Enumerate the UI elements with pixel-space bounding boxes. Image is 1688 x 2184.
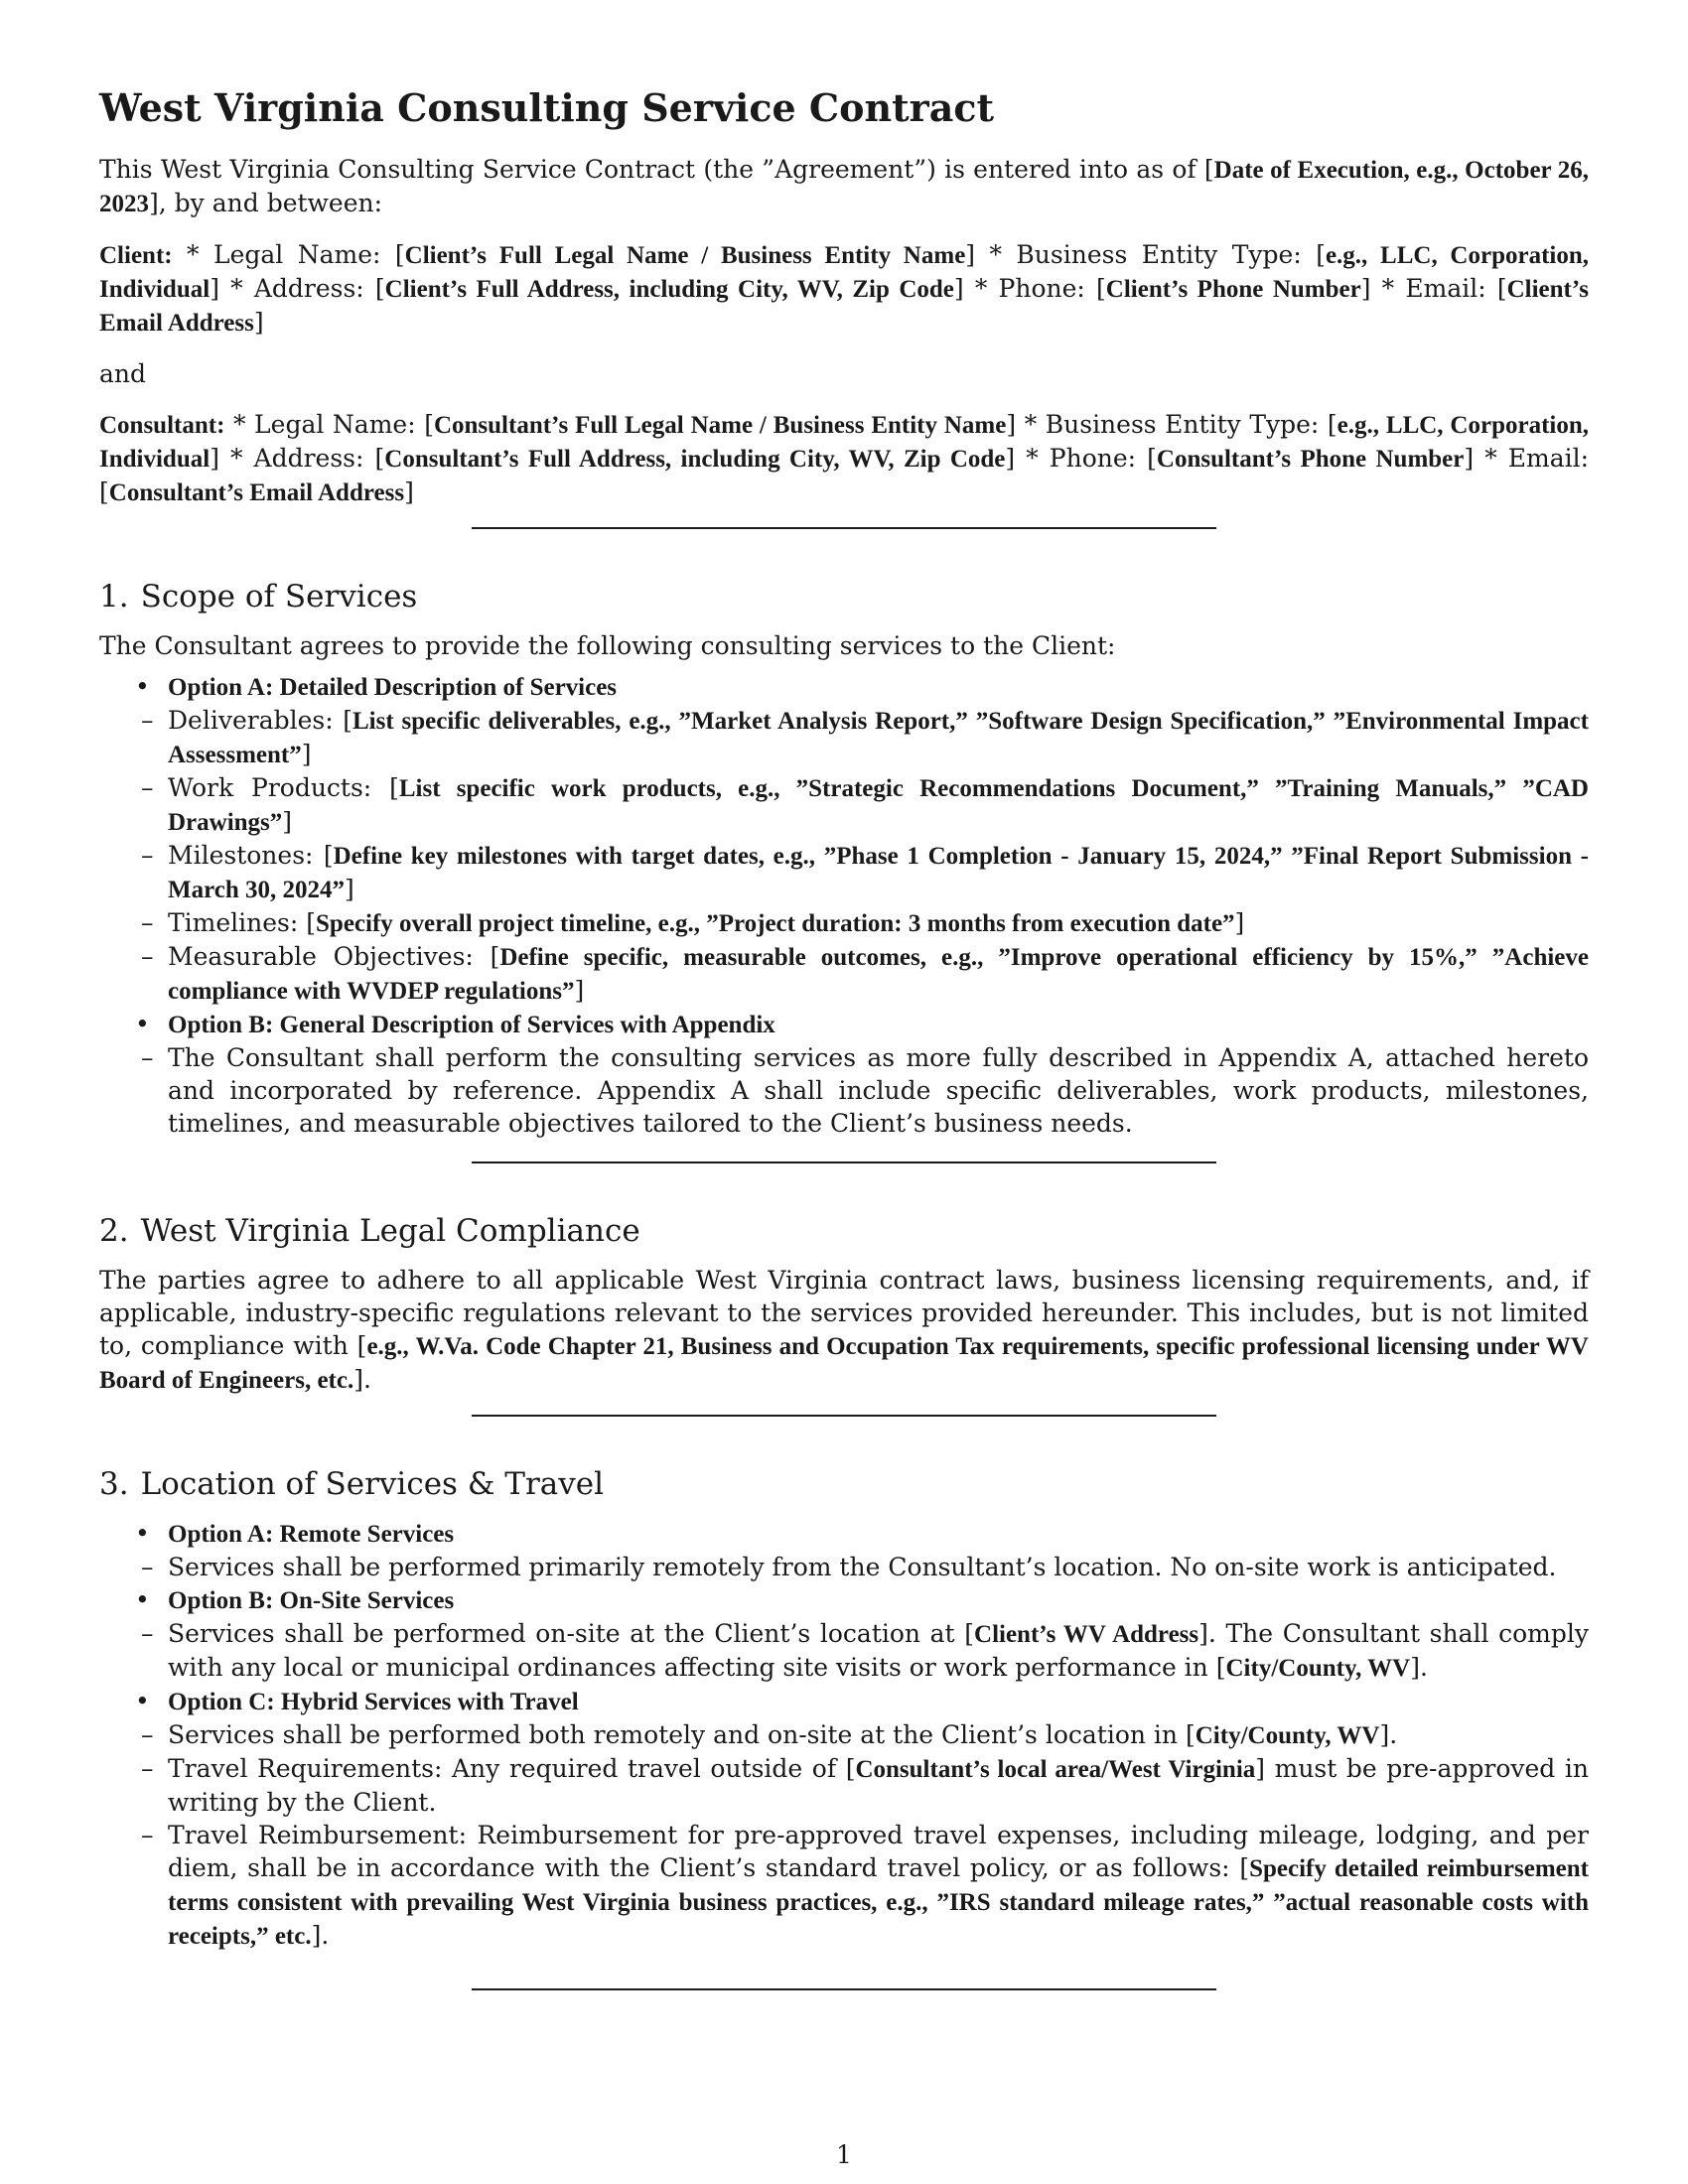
dash-icon: – xyxy=(141,772,154,802)
list-item: – Deliverables: [List specific deliverables, e.g., ”Market Analysis Report,” ”Software Design Specification,” ”Environmental Impact Assessment”] xyxy=(141,705,1589,768)
consultant-address: Consultant’s Full Address, including City, WV, Zip Code xyxy=(384,445,1006,473)
section-1-intro: The Consultant agrees to provide the following consulting services to the Client: xyxy=(99,630,1116,660)
dash-icon: – xyxy=(141,840,154,870)
consultant-phone: Consultant’s Phone Number xyxy=(1156,445,1465,473)
option-label: Option B: On-Site Services xyxy=(168,1587,455,1615)
city-county-placeholder: City/County, WV xyxy=(1195,1722,1380,1750)
compliance-placeholder: e.g., W.Va. Code Chapter 21, Business and Occupation Tax requirements, specific professional licensing under WV Board of Engineers, etc. xyxy=(99,1332,1589,1394)
section-2-heading: 2. West Virginia Legal Compliance xyxy=(99,1212,640,1249)
bullet-icon: • xyxy=(135,1687,150,1716)
consultant-email: Consultant’s Email Address xyxy=(108,478,405,506)
client-legal-name: Client’s Full Legal Name / Business Entity Name xyxy=(404,241,966,269)
section-1-heading: 1. Scope of Services xyxy=(99,578,418,614)
deliverables-placeholder: List specific deliverables, e.g., ”Market Analysis Report,” ”Software Design Specification,” ”Environmental Impact Assessment” xyxy=(168,707,1589,768)
consultant-block: Consultant: * Legal Name: [Consultant’s Full Legal Name / Business Entity Name] * Business Entity Type: [e.g., LLC, Corporation, Individual] * Address: [Consultant’s Full Address, including City, WV, Zip Code] * Phone: [Consultant’s Phone Number] * Email: [Consultant’s Email Address] xyxy=(99,409,1590,506)
list-item: – Timelines: [Specify overall project timeline, e.g., ”Project duration: 3 months from execution date”] xyxy=(141,907,1245,937)
section-2-text: The parties agree to adhere to all applicable West Virginia contract laws, business licensing requirements, and, if applicable, industry-specific regulations relevant to the services provided hereunder. This includes, but is not limited to, compliance with [e.g., W.Va. Code Chapter 21, Business and Occupation Tax requirements, specific professional licensing under WV Board of Engineers, etc.]. xyxy=(99,1265,1589,1394)
list-item xyxy=(99,670,1589,1008)
option-label: Option B: General Description of Services with Appendix xyxy=(168,1011,775,1038)
list-item: – Travel Reimbursement: Reimbursement for pre-approved travel expenses, including mileage, lodging, and per diem, shall be in accordance with the Client’s standard travel policy, or as follows: [Specify detailed reimbursement terms consistent with prevailing West Virginia business practices, e.g., ”IRS standard mileage rates,” ”actual reasonable costs with receipts,” etc.]. xyxy=(141,1821,1589,1951)
list-item xyxy=(99,1583,1589,1685)
dash-icon: – xyxy=(141,1754,154,1784)
consultant-label: Consultant: xyxy=(99,411,225,439)
reimbursement-terms-placeholder: Specify detailed reimbursement terms consistent with prevailing West Virginia business practices, e.g., ”IRS standard mileage rates,” ”actual reasonable costs with receipts,” etc. xyxy=(168,1855,1589,1951)
list-item: – Services shall be performed on-site at the Client’s location at [Client’s WV Address]. The Consultant shall comply with any local or municipal ordinances affecting site visits or work performance in [City/County, WV]. xyxy=(141,1619,1589,1683)
location-options-list xyxy=(99,1517,1589,1953)
milestones-placeholder: Define key milestones with target dates, e.g., ”Phase 1 Completion - January 15, 2024,” ”Final Report Submission - March 30, 2024” xyxy=(168,842,1589,903)
bullet-icon: • xyxy=(135,1585,150,1615)
and-text: and xyxy=(99,358,147,388)
consultant-legal-name: Consultant’s Full Legal Name / Business Entity Name xyxy=(433,411,1007,439)
section-3-heading: 3. Location of Services & Travel xyxy=(99,1465,605,1502)
execution-date-placeholder: Date of Execution, e.g., October 26, 2023 xyxy=(99,156,1589,217)
option-label: Option C: Hybrid Services with Travel xyxy=(168,1689,579,1716)
client-email: Client’s Email Address xyxy=(99,275,1589,337)
list-item: – Services shall be performed both remotely and on-site at the Client’s location in [City/County, WV]. xyxy=(141,1720,1398,1750)
bullet-icon: • xyxy=(135,1009,150,1038)
client-block: Client: * Legal Name: [Client’s Full Legal Name / Business Entity Name] * Business Entity Type: [e.g., LLC, Corporation, Individual] * Address: [Client’s Full Address, including City, WV, Zip Code] * Phone: [Client’s Phone Number] * Email: [Client’s Email Address] xyxy=(99,239,1590,337)
objectives-placeholder: Define specific, measurable outcomes, e.g., ”Improve operational efficiency by 15%,” ”Achieve compliance with WVDEP regulations” xyxy=(168,943,1590,1005)
list-item: – Services shall be performed primarily remotely from the Consultant’s location. No on-site work is anticipated. xyxy=(141,1553,1557,1582)
dash-icon: – xyxy=(141,1619,154,1649)
dash-icon: – xyxy=(141,941,154,971)
section-divider xyxy=(472,527,1216,529)
dash-icon: – xyxy=(141,1042,154,1072)
option-label: Option A: Detailed Description of Services xyxy=(168,673,618,701)
scope-options-list xyxy=(99,670,1589,1140)
client-entity-type: e.g., LLC, Corporation, Individual xyxy=(99,241,1590,303)
dash-icon: – xyxy=(141,705,154,735)
list-item: – Milestones: [Define key milestones with target dates, e.g., ”Phase 1 Completion - January 15, 2024,” ”Final Report Submission - March 30, 2024”] xyxy=(141,840,1589,903)
contract-page xyxy=(99,85,1589,2040)
document-title: West Virginia Consulting Service Contract xyxy=(99,85,995,130)
section-divider xyxy=(472,1988,1216,1990)
work-products-placeholder: List specific work products, e.g., ”Strategic Recommendations Document,” ”Training Manuals,” ”CAD Drawings” xyxy=(168,774,1589,836)
option-label: Option A: Remote Services xyxy=(168,1521,455,1549)
bullet-icon: • xyxy=(135,1519,150,1549)
list-item xyxy=(99,1517,1589,1583)
dash-icon: – xyxy=(141,1553,154,1582)
dash-icon: – xyxy=(141,1821,154,1850)
client-phone: Client’s Phone Number xyxy=(1105,275,1361,303)
client-address: Client’s Full Address, including City, WV, Zip Code xyxy=(384,275,954,303)
local-area-placeholder: Consultant’s local area/West Virginia xyxy=(855,1756,1256,1784)
intro-paragraph: This West Virginia Consulting Service Contract (the ”Agreement”) is entered into as of [Date of Execution, e.g., October 26, 2023], by and between: xyxy=(99,154,1589,217)
client-label: Client: xyxy=(99,241,173,269)
timelines-placeholder: Specify overall project timeline, e.g., ”Project duration: 3 months from execution date” xyxy=(316,909,1235,937)
list-item xyxy=(99,1008,1589,1140)
dash-icon: – xyxy=(141,907,154,937)
city-county-placeholder: City/County, WV xyxy=(1225,1655,1411,1683)
list-item xyxy=(99,1685,1589,1953)
list-item: – Travel Requirements: Any required travel outside of [Consultant’s local area/West Virginia] must be pre-approved in writing by the Client. xyxy=(141,1754,1589,1818)
dash-icon: – xyxy=(141,1720,154,1750)
page-number: 1 xyxy=(836,2140,852,2169)
consultant-entity-type: e.g., LLC, Corporation, Individual xyxy=(99,411,1589,473)
bullet-icon: • xyxy=(135,671,150,701)
client-wv-address-placeholder: Client’s WV Address xyxy=(974,1621,1199,1649)
section-divider xyxy=(472,1415,1216,1417)
list-item: – Work Products: [List specific work products, e.g., ”Strategic Recommendations Document,” ”Training Manuals,” ”CAD Drawings”] xyxy=(141,772,1589,836)
list-item: – Measurable Objectives: [Define specific, measurable outcomes, e.g., ”Improve operational efficiency by 15%,” ”Achieve compliance with WVDEP regulations”] xyxy=(141,941,1590,1005)
section-divider xyxy=(472,1161,1216,1163)
list-item: – The Consultant shall perform the consulting services as more fully described in Appendix A, attached hereto and incorporated by reference. Appendix A shall include specific deliverables, work products, milestones, timelines, and measurable objectives tailored to the Client’s business needs. xyxy=(141,1042,1589,1138)
